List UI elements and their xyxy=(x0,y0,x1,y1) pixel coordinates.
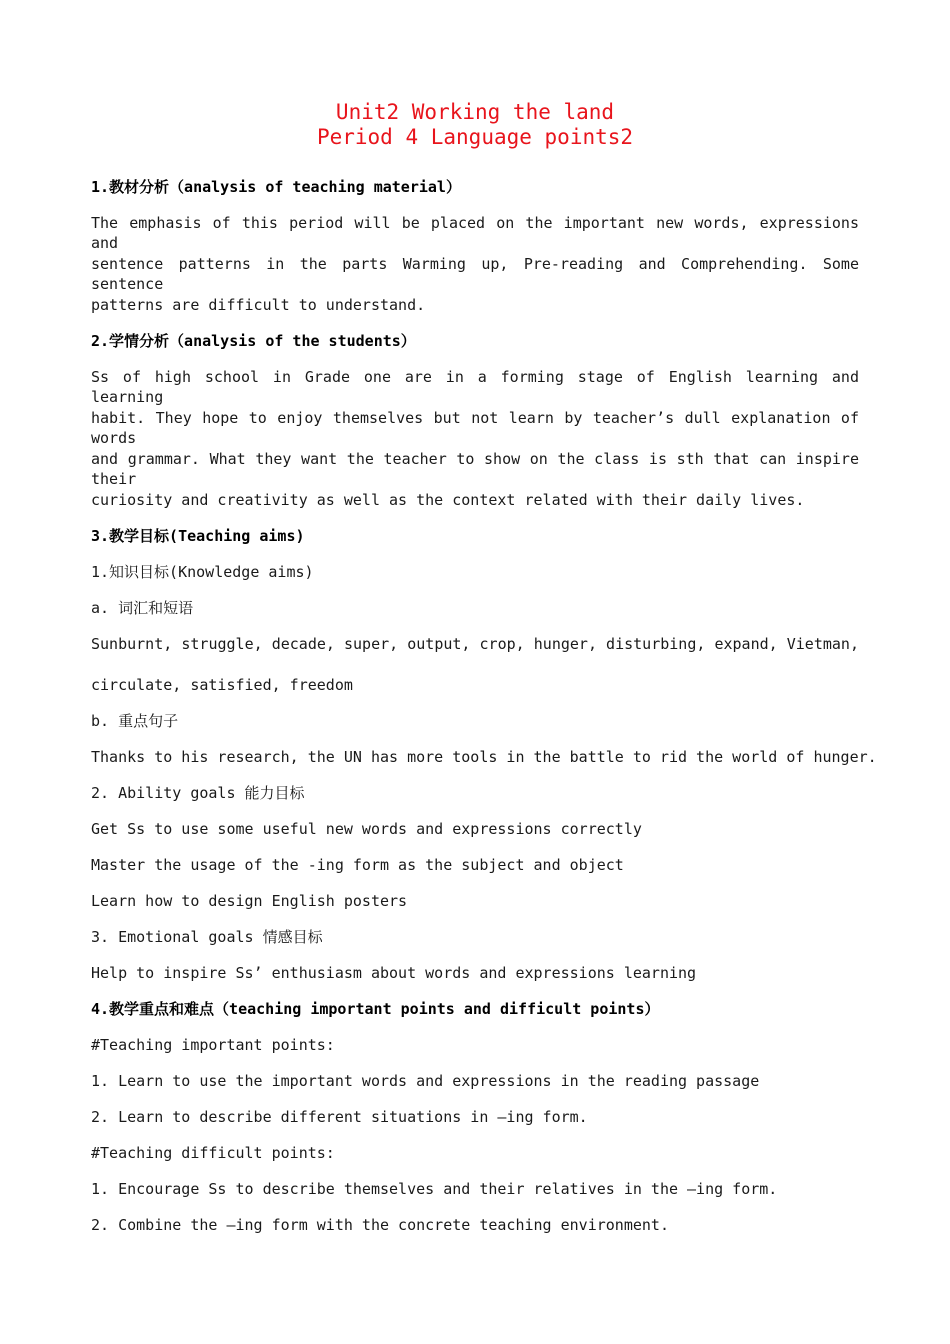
section-2-line-1: Ss of high school in Grade one are in a forming stage of English learning and learning xyxy=(91,368,859,406)
section-2-line-4: curiosity and creativity as well as the context related with their daily lives. xyxy=(91,491,805,509)
section-2-line-3: and grammar. What they want the teacher to show on the class is sth that can inspire their xyxy=(91,450,859,488)
section-1-heading: 1.教材分析（analysis of teaching material） xyxy=(91,178,461,196)
vocabulary-label: a. 词汇和短语 xyxy=(91,599,194,617)
knowledge-aims-heading: 1.知识目标(Knowledge aims) xyxy=(91,563,314,581)
document-subtitle: Period 4 Language points2 xyxy=(316,125,634,149)
important-point-item: 1. Learn to use the important words and expressions in the reading passage xyxy=(91,1072,760,1090)
emotional-goals-heading: 3. Emotional goals 情感目标 xyxy=(91,928,323,946)
section-2-heading: 2.学情分析（analysis of the students） xyxy=(91,332,416,350)
document-title: Unit2 Working the land xyxy=(335,100,615,124)
section-3-heading: 3.教学目标(Teaching aims) xyxy=(91,527,305,545)
section-1-line-1: The emphasis of this period will be placed on the important new words, expressions and xyxy=(91,214,859,252)
key-sentence-label: b. 重点句子 xyxy=(91,712,179,730)
section-4-heading: 4.教学重点和难点（teaching important points and difficult points） xyxy=(91,1000,660,1018)
difficult-point-item: 1. Encourage Ss to describe themselves and their relatives in the –ing form. xyxy=(91,1180,778,1198)
ability-goal-item: Master the usage of the -ing form as the subject and object xyxy=(91,856,624,874)
important-points-label: #Teaching important points: xyxy=(91,1036,335,1054)
ability-goal-item: Learn how to design English posters xyxy=(91,892,408,910)
important-point-item: 2. Learn to describe different situations in –ing form. xyxy=(91,1108,588,1126)
vocabulary-line-1: Sunburnt, struggle, decade, super, output, crop, hunger, disturbing, expand, Vietman, xyxy=(91,635,859,653)
ability-goals-heading: 2. Ability goals 能力目标 xyxy=(91,784,305,802)
difficult-points-label: #Teaching difficult points: xyxy=(91,1144,335,1162)
ability-goal-item: Get Ss to use some useful new words and expressions correctly xyxy=(91,820,642,838)
key-sentence: Thanks to his research, the UN has more tools in the battle to rid the world of hunger. xyxy=(91,748,877,766)
difficult-point-item: 2. Combine the –ing form with the concrete teaching environment. xyxy=(91,1216,669,1234)
section-2-line-2: habit. They hope to enjoy themselves but not learn by teacher’s dull explanation of words xyxy=(91,409,859,447)
section-1-line-2: sentence patterns in the parts Warming up, Pre-reading and Comprehending. Some sentence xyxy=(91,255,859,293)
vocabulary-line-2: circulate, satisfied, freedom xyxy=(91,676,353,694)
section-1-line-3: patterns are difficult to understand. xyxy=(91,296,426,314)
emotional-goal-item: Help to inspire Ss’ enthusiasm about words and expressions learning xyxy=(91,964,697,982)
